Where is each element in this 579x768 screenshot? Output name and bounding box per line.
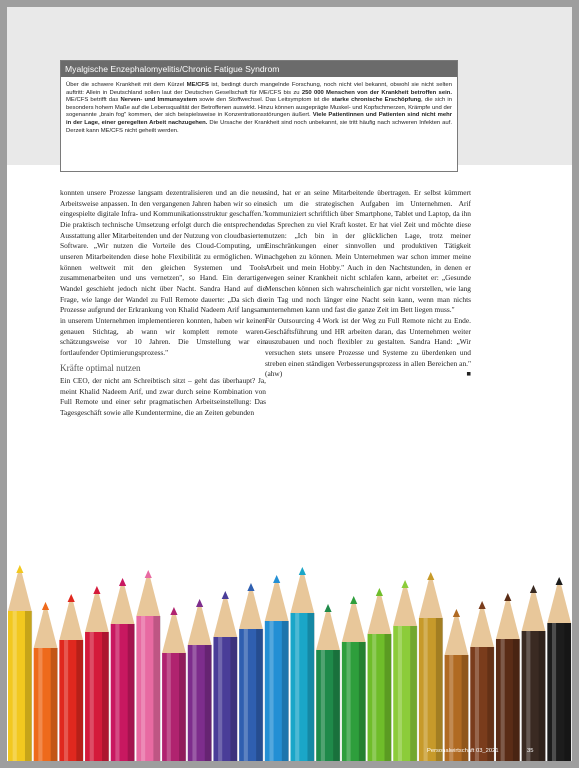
paragraph: sind, hat er an seine Mitarbeitende übertragen. Er selbst kümmert sich um die strategischen Aufgaben im Unternehmen. Arif kommuniziert schriftlich über Smartphone, Tablet und Laptop, da ihn das Sprechen zu viel Kraft kostet. Er hat viel Zeit und möchte diese nutzen: „Ich bin in der glücklichen Lage, trotz meiner Einschränkungen einer sinnvollen und produktiven Tätigkeit nachgehen zu können. Mein Unternehmen war schon immer meine Arbeit und mein Hobby." Auch in den Nachtstunden, in denen er wegen seiner Krankheit nicht schlafen kann, arbeitet er: „Gesunde Menschen können sich wahrscheinlich gar nicht vorstellen, wie lang ein Tag und noch länger eine Nacht sein kann, wenn man nichts unternehmen kann und fast die ganze Zeit im Bett liegen muss."	[265, 188, 471, 315]
pencil	[34, 602, 58, 761]
pencil	[522, 585, 546, 761]
footer-page-number: 35	[527, 748, 534, 754]
pencil	[213, 591, 237, 761]
info-box-title: Myalgische Enzephalomyelitis/Chronic Fatigue Syndrom	[61, 61, 457, 77]
end-of-article-mark: ■	[466, 369, 471, 379]
info-box-body	[66, 82, 452, 135]
pencil	[239, 583, 263, 761]
info-box-text-segment: Nerven- und Immunsystem	[120, 97, 198, 104]
pencil	[59, 594, 83, 761]
info-box-text-segment: ist, bedingt durch mangelnde Forschung, noch nicht viel bekannt, obwohl sie nicht selten auftritt: Allein in Deutschland sollen laut der Deutschen Gesellschaft für ME/CFS bis zu	[66, 82, 452, 96]
pencil	[393, 580, 417, 761]
info-box-text-segment: starke chronische Erschöpfung	[331, 97, 421, 104]
pencil	[291, 567, 315, 761]
pencil	[368, 588, 392, 761]
article-column-left	[60, 188, 266, 419]
info-box-text-segment: 250 000 Menschen von der Krankheit betroffen sein.	[301, 89, 452, 96]
info-box-text-segment: , die sich in besonders hohem Maße auf die Lebensqualität der Betroffenen auswirkt. Hinzu können ausgeprägte Muskel- und Kopfschmerzen, Krämpfe und der sogenannte „brain fog" kommen, der sich beispielsweise in Konzentrationsstörungen äußert.	[66, 97, 452, 119]
pencil	[85, 586, 109, 761]
pencil	[496, 593, 520, 761]
pencil	[470, 601, 494, 761]
page-footer	[7, 743, 572, 761]
pencil	[188, 599, 212, 761]
article-column-right	[265, 188, 471, 380]
info-box-text-segment: Die Ursache der Krankheit sind noch unbekannt, sie tritt häufig nach schweren Infekten auf. Derzeit kann ME/CFS nicht geheilt werden.	[66, 119, 452, 134]
pencil	[547, 577, 571, 761]
footer-magazine-issue: Personalwirtschaft 03_2021	[427, 748, 499, 754]
pencil	[136, 570, 160, 761]
paragraph	[265, 316, 471, 380]
pencil	[8, 565, 32, 761]
pencil	[419, 572, 443, 761]
paragraph: Ein CEO, der nicht am Schreibtisch sitzt – geht das überhaupt? Ja, meint Khalid Nadeem Arif, und zwar durch seine Kombination von Full Remote und einer sehr pragmatischen Arbeitseinstellung: Das Tagesgeschäft sowie alle Kundentermine, die an Zeiten gebunden	[60, 376, 266, 418]
info-box	[60, 60, 458, 172]
info-box-text-segment: sowie den Stoffwechsel. Das Leitsymptom ist die	[197, 97, 332, 104]
info-box-text-segment: ME/CFS	[186, 82, 209, 88]
pencil	[162, 607, 186, 761]
pencil	[342, 596, 366, 761]
pencil	[445, 609, 469, 761]
pencil	[316, 604, 340, 761]
info-box-text-segment: Viele Patientinnen und Patienten sind nicht mehr in der Lage, einer geregelten Arbeit nachzugehen.	[66, 112, 452, 126]
section-heading: Kräfte optimal nutzen	[60, 362, 141, 373]
pencil	[265, 575, 289, 761]
info-box-text-segment: ME/CFS betrifft das	[66, 97, 121, 104]
colored-pencils-image	[7, 545, 572, 761]
info-box-text-segment: Über die schwere Krankheit mit dem Kürzel	[66, 82, 187, 88]
paragraph-text: Für Outsourcing 4 Work ist der Weg zu Full Remote nicht zu Ende. Geschäftsführung und HR arbeiten daran, das Unternehmen weiter auszubauen und noch flexibler zu gestalten. Sandra Hand: „Wir versuchen stets unsere Prozesse und Systeme zu überdenken und streben einen ständigen Verbesserungsprozess in allen Bereichen an." (ahw)	[265, 315, 471, 379]
paragraph: konnten unsere Prozesse langsam dezentralisieren und an die neue Arbeitsweise anpassen. In den vergangenen Jahren haben wir so eine eingespielte digitale Infra- und Kommunikationsstruktur geschaffen." Die praktisch technische Umsetzung erfolgt durch die entsprechende Ausstattung aller Mitarbeitenden und der Nutzung von cloudbasierter Software. „Wir nutzen die Vorteile des Cloud-Computing, um unseren Mitarbeitenden diese hohe Flexibilität zu ermöglichen. Wir können weltweit mit den gleichen Systemen und Tools zusammenarbeiten und uns vernetzen", so Hand. Ein derartiger Wandel geschieht jedoch nicht über Nacht. Sandra Hand auf die Frage, wie lange der Wandel zu Full Remote dauerte: „Da sich die Prozesse aufgrund der Erkrankung von Khalid Nadeem Arif langsam in unserem Unternehmen implementieren konnten, haben wir keinen genauen Stichtag, ab wann wir komplett remote waren- schätzungsweise vor 10 Jahren. Die Umstellung war ein fortlaufender Optimierungsprozess."	[60, 188, 266, 357]
magazine-page	[7, 7, 572, 761]
pencil	[111, 578, 135, 761]
